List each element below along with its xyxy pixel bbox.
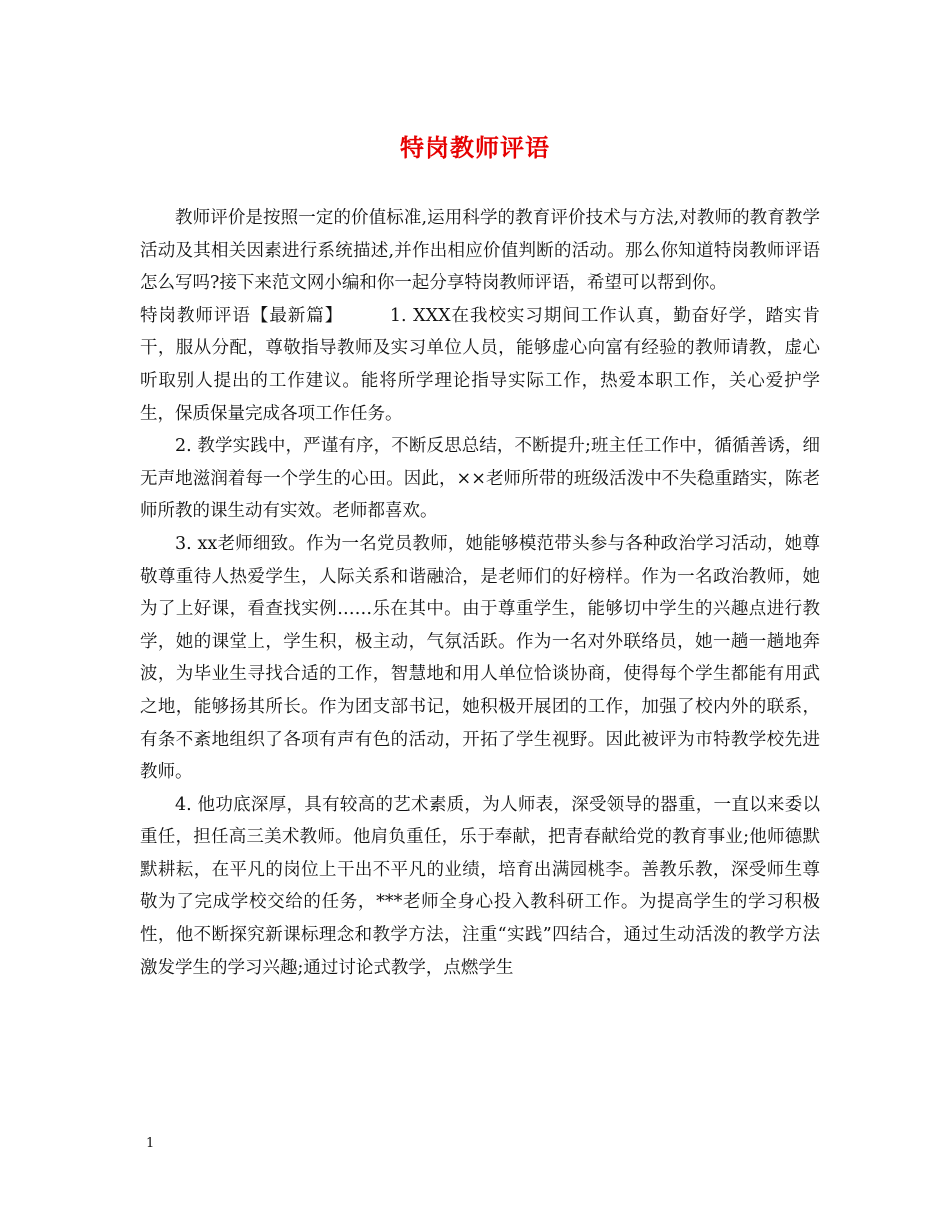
item-3: 3. xx老师细致。作为一名党员教师，她能够模范带头参与各种政治学习活动，她尊敬尊重待人热爱学生，人际关系和谐融洽，是老师们的好榜样。作为一名政治教师，她为了上好课，看查找实例……乐在其中。由于尊重学生，能够切中学生的兴趣点进行教学，她的课堂上，学生积，极主动，气氛活跃。作为一名对外联络员，她一趟一趟地奔波，为毕业生寻找合适的工作，智慧地和用人单位恰谈协商，使得每个学生都能有用武之地，能够扬其所长。作为团支部书记，她积极开展团的工作，加强了校内外的联系，有条不紊地组织了各项有声有色的活动，开拓了学生视野。因此被评为市特教学校先进教师。: [140, 533, 820, 783]
section-heading: 特岗教师评语【最新篇】: [140, 305, 335, 326]
document-body: [140, 202, 820, 984]
section-first-paragraph: [140, 300, 820, 430]
item-2: 2. 教学实践中，严谨有序，不断反思总结，不断提升;班主任工作中，循循善诱，细无声地滋润着每一个学生的心田。因此，××老师所带的班级活泼中不失稳重踏实，陈老师所教的课生动有实效。老师都喜欢。: [140, 436, 820, 522]
intro-paragraph: 教师评价是按照一定的价值标准,运用科学的教育评价技术与方法,对教师的教育教学活动及其相关因素进行系统描述,并作出相应价值判断的活动。那么你知道特岗教师评语怎么写吗?接下来范文网小编和你一起分享特岗教师评语，希望可以帮到你。: [140, 208, 820, 294]
section-gap: [334, 306, 389, 326]
document-title: 特岗教师评语: [400, 133, 550, 162]
page-number: 1: [146, 1136, 155, 1151]
item-1: 1. XXX在我校实习期间工作认真，勤奋好学，踏实肯干，服从分配，尊敬指导教师及实习单位人员，能够虚心向富有经验的教师请教，虚心听取别人提出的工作建议。能将所学理论指导实际工作，热爱本职工作，关心爱护学生，保质保量完成各项工作任务。: [140, 305, 821, 424]
item-4: 4. 他功底深厚，具有较高的艺术素质，为人师表，深受领导的器重，一直以来委以重任，担任高三美术教师。他肩负重任，乐于奉献，把青春献给党的教育事业;他师德默默耕耘，在平凡的岗位上干出不平凡的业绩，培育出满园桃李。善教乐教，深受师生尊敬为了完成学校交给的任务，***老师全身心投入教科研工作。为提高学生的学习积极性，他不断探究新课标理念和教学方法，注重“实践”四结合，通过生动活泼的教学方法激发学生的学习兴趣;通过讨论式教学，点燃学生: [140, 794, 820, 978]
